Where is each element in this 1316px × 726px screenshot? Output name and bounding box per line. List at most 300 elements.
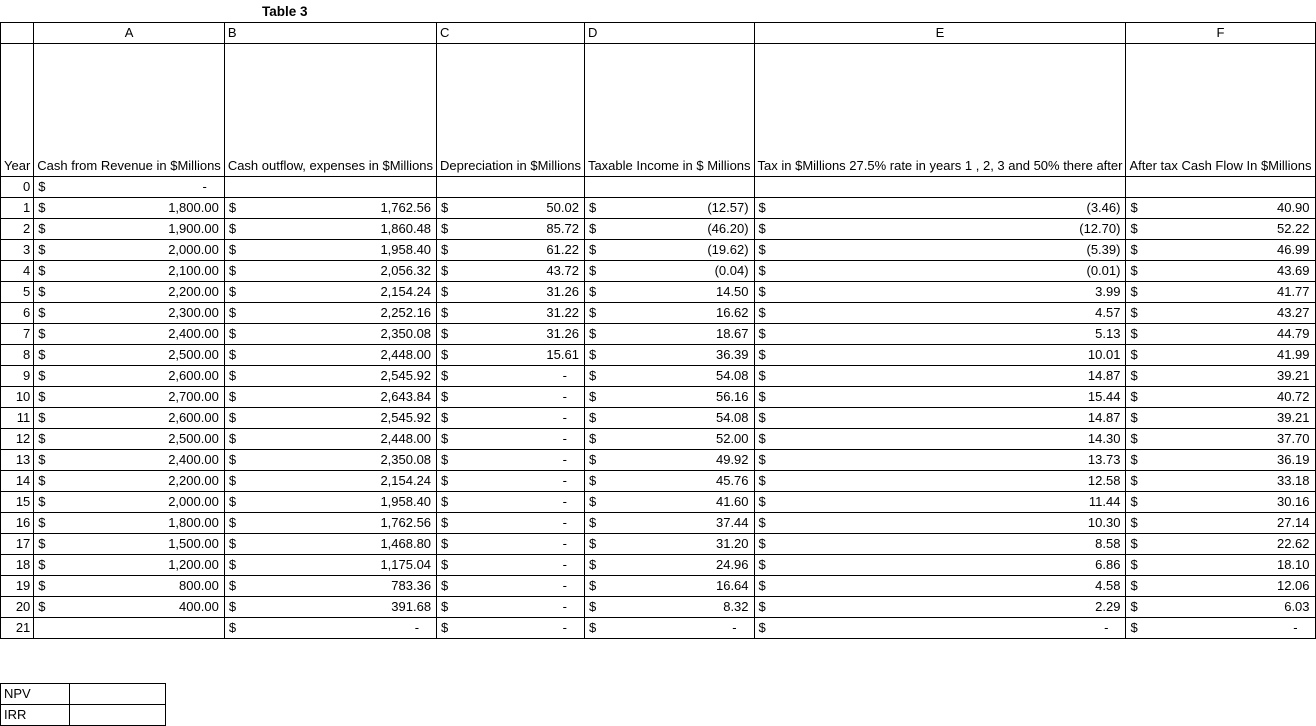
year-cell[interactable]: 13 [1, 450, 34, 471]
year-cell[interactable]: 0 [1, 177, 34, 198]
cash-flow-table [0, 22, 1316, 639]
depreciation-cell[interactable] [437, 261, 585, 282]
amount: - [562, 452, 567, 467]
revenue-cell[interactable] [34, 303, 225, 324]
amount: 52.00 [715, 431, 749, 446]
currency-symbol: $ [228, 599, 237, 614]
currency-symbol: $ [441, 284, 449, 299]
taxable-cell[interactable] [584, 177, 754, 198]
depreciation-cell[interactable] [437, 324, 585, 345]
year-cell[interactable]: 2 [1, 219, 34, 240]
currency-symbol: $ [1130, 347, 1138, 362]
taxable-cell[interactable] [584, 408, 754, 429]
expenses-cell[interactable] [224, 324, 436, 345]
after-tax-cell[interactable] [1126, 408, 1315, 429]
currency-symbol: $ [588, 389, 597, 404]
after-tax-cell[interactable] [1126, 345, 1315, 366]
amount: 2,643.84 [380, 389, 432, 404]
currency-symbol: $ [441, 494, 449, 509]
year-cell[interactable]: 8 [1, 345, 34, 366]
currency-symbol: $ [758, 410, 766, 425]
taxable-cell[interactable] [584, 450, 754, 471]
expenses-cell[interactable] [224, 450, 436, 471]
depreciation-cell[interactable] [437, 408, 585, 429]
currency-symbol: $ [441, 221, 449, 236]
table-row [1, 597, 1316, 618]
after-tax-cell[interactable] [1126, 219, 1315, 240]
year-cell[interactable]: 20 [1, 597, 34, 618]
tax-cell[interactable] [754, 597, 1126, 618]
tax-cell[interactable] [754, 303, 1126, 324]
year-cell[interactable]: 16 [1, 513, 34, 534]
currency-symbol: $ [588, 305, 597, 320]
currency-symbol: $ [758, 557, 766, 572]
header-row [1, 44, 1316, 177]
currency-symbol: $ [758, 536, 766, 551]
currency-symbol: $ [38, 179, 46, 194]
taxable-cell[interactable] [584, 345, 754, 366]
expenses-cell[interactable] [224, 198, 436, 219]
amount: 24.96 [715, 557, 749, 572]
taxable-cell[interactable] [584, 261, 754, 282]
amount: (46.20) [707, 221, 749, 236]
currency-symbol: $ [228, 620, 237, 635]
revenue-cell[interactable] [34, 471, 225, 492]
taxable-cell[interactable] [584, 597, 754, 618]
taxable-cell[interactable] [584, 618, 754, 639]
currency-symbol: $ [441, 389, 449, 404]
expenses-cell[interactable] [224, 471, 436, 492]
currency-symbol: $ [588, 347, 597, 362]
amount: 10.30 [1087, 515, 1121, 530]
taxable-cell[interactable] [584, 324, 754, 345]
after-tax-cell[interactable] [1126, 282, 1315, 303]
after-tax-cell[interactable] [1126, 450, 1315, 471]
currency-symbol: $ [588, 557, 597, 572]
expenses-cell[interactable] [224, 303, 436, 324]
amount: 22.62 [1276, 536, 1310, 551]
depreciation-cell[interactable] [437, 345, 585, 366]
year-cell[interactable]: 3 [1, 240, 34, 261]
depreciation-cell[interactable] [437, 534, 585, 555]
amount: 391.68 [391, 599, 432, 614]
tax-cell[interactable] [754, 555, 1126, 576]
tax-cell[interactable] [754, 345, 1126, 366]
revenue-cell[interactable] [34, 555, 225, 576]
amount: 15.44 [1087, 389, 1121, 404]
amount: - [562, 368, 567, 383]
amount: 37.44 [715, 515, 749, 530]
expenses-cell[interactable] [224, 219, 436, 240]
currency-symbol: $ [228, 221, 237, 236]
year-cell[interactable]: 9 [1, 366, 34, 387]
tax-cell[interactable] [754, 492, 1126, 513]
currency-symbol: $ [758, 620, 766, 635]
expenses-cell[interactable] [224, 408, 436, 429]
currency-symbol: $ [1130, 578, 1138, 593]
depreciation-cell[interactable] [437, 492, 585, 513]
header-taxable-income: Taxable Income in $ Millions [584, 44, 754, 177]
amount: 43.69 [1276, 263, 1310, 278]
currency-symbol: $ [441, 347, 449, 362]
amount: 39.21 [1276, 410, 1310, 425]
irr-value[interactable] [70, 705, 166, 726]
depreciation-cell[interactable] [437, 513, 585, 534]
after-tax-cell[interactable] [1126, 261, 1315, 282]
amount: 2,350.08 [380, 452, 432, 467]
expenses-cell[interactable] [224, 366, 436, 387]
currency-symbol: $ [588, 452, 597, 467]
amount: 61.22 [546, 242, 579, 257]
currency-symbol: $ [441, 620, 449, 635]
after-tax-cell[interactable] [1126, 492, 1315, 513]
year-cell[interactable]: 4 [1, 261, 34, 282]
year-cell[interactable]: 5 [1, 282, 34, 303]
currency-symbol: $ [38, 242, 46, 257]
currency-symbol: $ [228, 494, 237, 509]
amount: 56.16 [715, 389, 749, 404]
tax-cell[interactable] [754, 534, 1126, 555]
amount: 54.08 [715, 410, 749, 425]
revenue-cell[interactable] [34, 387, 225, 408]
expenses-cell[interactable] [224, 282, 436, 303]
after-tax-cell[interactable] [1126, 576, 1315, 597]
revenue-cell[interactable] [34, 429, 225, 450]
currency-symbol: $ [38, 452, 46, 467]
taxable-cell[interactable] [584, 513, 754, 534]
amount: 14.87 [1087, 410, 1121, 425]
currency-symbol: $ [228, 452, 237, 467]
currency-symbol: $ [441, 599, 449, 614]
revenue-cell[interactable] [34, 408, 225, 429]
taxable-cell[interactable] [584, 366, 754, 387]
currency-symbol: $ [588, 578, 597, 593]
currency-symbol: $ [441, 242, 449, 257]
header-depreciation: Depreciation in $Millions [437, 44, 585, 177]
amount: - [732, 620, 737, 635]
year-cell[interactable]: 11 [1, 408, 34, 429]
currency-symbol: $ [38, 557, 46, 572]
amount: 15.61 [546, 347, 579, 362]
after-tax-cell[interactable] [1126, 366, 1315, 387]
amount: 1,958.40 [380, 494, 432, 509]
tax-cell[interactable] [754, 261, 1126, 282]
depreciation-cell[interactable] [437, 387, 585, 408]
revenue-cell[interactable] [34, 219, 225, 240]
currency-symbol: $ [758, 599, 766, 614]
amount: 37.70 [1276, 431, 1310, 446]
expenses-cell[interactable] [224, 429, 436, 450]
tax-cell[interactable] [754, 240, 1126, 261]
year-cell[interactable]: 12 [1, 429, 34, 450]
tax-cell[interactable] [754, 324, 1126, 345]
tax-cell[interactable] [754, 513, 1126, 534]
expenses-cell[interactable] [224, 177, 436, 198]
column-letter-a: A [34, 23, 225, 44]
revenue-cell[interactable] [34, 261, 225, 282]
tax-cell[interactable] [754, 450, 1126, 471]
after-tax-cell[interactable] [1126, 471, 1315, 492]
header-year: Year [1, 44, 34, 177]
amount: 2,300.00 [168, 305, 219, 320]
table-row [1, 429, 1316, 450]
taxable-cell[interactable] [584, 534, 754, 555]
currency-symbol: $ [758, 263, 766, 278]
depreciation-cell[interactable] [437, 597, 585, 618]
expenses-cell[interactable] [224, 261, 436, 282]
depreciation-cell[interactable] [437, 429, 585, 450]
amount: 16.64 [715, 578, 749, 593]
taxable-cell[interactable] [584, 219, 754, 240]
table-row [1, 240, 1316, 261]
after-tax-cell[interactable] [1126, 534, 1315, 555]
currency-symbol: $ [1130, 494, 1138, 509]
currency-symbol: $ [228, 263, 237, 278]
after-tax-cell[interactable] [1126, 429, 1315, 450]
expenses-cell[interactable] [224, 618, 436, 639]
amount: 40.72 [1276, 389, 1310, 404]
currency-symbol: $ [228, 389, 237, 404]
amount: 14.87 [1087, 368, 1121, 383]
year-cell[interactable]: 10 [1, 387, 34, 408]
year-cell[interactable]: 15 [1, 492, 34, 513]
depreciation-cell[interactable] [437, 450, 585, 471]
tax-cell[interactable] [754, 576, 1126, 597]
currency-symbol: $ [38, 410, 46, 425]
currency-symbol: $ [1130, 599, 1138, 614]
taxable-cell[interactable] [584, 471, 754, 492]
after-tax-cell[interactable] [1126, 555, 1315, 576]
year-cell[interactable]: 17 [1, 534, 34, 555]
currency-symbol: $ [1130, 452, 1138, 467]
currency-symbol: $ [38, 515, 46, 530]
currency-symbol: $ [758, 494, 766, 509]
currency-symbol: $ [228, 326, 237, 341]
amount: 52.22 [1276, 221, 1310, 236]
amount: - [202, 179, 207, 194]
column-letter-d: D [584, 23, 754, 44]
currency-symbol: $ [38, 347, 46, 362]
table-row [1, 492, 1316, 513]
amount: - [562, 515, 567, 530]
expenses-cell[interactable] [224, 597, 436, 618]
amount: 800.00 [179, 578, 219, 593]
tax-cell[interactable] [754, 366, 1126, 387]
amount: 31.26 [546, 326, 579, 341]
currency-symbol: $ [588, 473, 597, 488]
amount: - [562, 494, 567, 509]
after-tax-cell[interactable] [1126, 177, 1315, 198]
amount: - [562, 410, 567, 425]
table-row [1, 282, 1316, 303]
revenue-cell[interactable] [34, 324, 225, 345]
year-cell[interactable]: 6 [1, 303, 34, 324]
after-tax-cell[interactable] [1126, 387, 1315, 408]
currency-symbol: $ [38, 326, 46, 341]
table-row [1, 324, 1316, 345]
amount: 27.14 [1276, 515, 1310, 530]
amount: (12.57) [707, 200, 749, 215]
currency-symbol: $ [1130, 536, 1138, 551]
year-cell[interactable]: 21 [1, 618, 34, 639]
revenue-cell[interactable] [34, 534, 225, 555]
currency-symbol: $ [441, 557, 449, 572]
header-tax: Tax in $Millions 27.5% rate in years 1 , 2, 3 and 50% there after [754, 44, 1126, 177]
depreciation-cell[interactable] [437, 366, 585, 387]
currency-symbol: $ [228, 557, 237, 572]
taxable-cell[interactable] [584, 492, 754, 513]
currency-symbol: $ [758, 389, 766, 404]
revenue-cell[interactable] [34, 282, 225, 303]
npv-label: NPV [1, 684, 70, 705]
after-tax-cell[interactable] [1126, 198, 1315, 219]
amount: 1,800.00 [168, 515, 219, 530]
revenue-cell[interactable] [34, 240, 225, 261]
currency-symbol: $ [38, 536, 46, 551]
taxable-cell[interactable] [584, 303, 754, 324]
tax-cell[interactable] [754, 618, 1126, 639]
header-after-tax-cash-flow: After tax Cash Flow In $Millions [1126, 44, 1315, 177]
amount: 39.21 [1276, 368, 1310, 383]
expenses-cell[interactable] [224, 555, 436, 576]
currency-symbol: $ [758, 326, 766, 341]
amount: 45.76 [715, 473, 749, 488]
taxable-cell[interactable] [584, 429, 754, 450]
revenue-cell[interactable] [34, 177, 225, 198]
table-row [1, 555, 1316, 576]
depreciation-cell[interactable] [437, 282, 585, 303]
currency-symbol: $ [228, 473, 237, 488]
revenue-cell[interactable] [34, 366, 225, 387]
currency-symbol: $ [441, 305, 449, 320]
depreciation-cell[interactable] [437, 303, 585, 324]
depreciation-cell[interactable] [437, 576, 585, 597]
after-tax-cell[interactable] [1126, 324, 1315, 345]
depreciation-cell[interactable] [437, 219, 585, 240]
table-row [1, 177, 1316, 198]
tax-cell[interactable] [754, 408, 1126, 429]
year-cell[interactable]: 7 [1, 324, 34, 345]
currency-symbol: $ [588, 242, 597, 257]
tax-cell[interactable] [754, 219, 1126, 240]
after-tax-cell[interactable] [1126, 240, 1315, 261]
expenses-cell[interactable] [224, 240, 436, 261]
expenses-cell[interactable] [224, 534, 436, 555]
amount: 41.99 [1276, 347, 1310, 362]
table-row [1, 471, 1316, 492]
currency-symbol: $ [441, 578, 449, 593]
currency-symbol: $ [441, 368, 449, 383]
amount: 11.44 [1088, 494, 1121, 509]
after-tax-cell[interactable] [1126, 618, 1315, 639]
after-tax-cell[interactable] [1126, 513, 1315, 534]
npv-value[interactable] [70, 684, 166, 705]
revenue-cell[interactable] [34, 345, 225, 366]
table-row [1, 387, 1316, 408]
taxable-cell[interactable] [584, 198, 754, 219]
revenue-cell[interactable] [34, 492, 225, 513]
amount: - [562, 473, 567, 488]
depreciation-cell[interactable] [437, 177, 585, 198]
taxable-cell[interactable] [584, 387, 754, 408]
amount: (3.46) [1086, 200, 1121, 215]
amount: (5.39) [1086, 242, 1121, 257]
table-row [1, 513, 1316, 534]
currency-symbol: $ [588, 515, 597, 530]
amount: 2,448.00 [380, 431, 432, 446]
currency-symbol: $ [441, 263, 449, 278]
depreciation-cell[interactable] [437, 240, 585, 261]
amount: 1,900.00 [168, 221, 219, 236]
depreciation-cell[interactable] [437, 618, 585, 639]
revenue-cell[interactable] [34, 513, 225, 534]
currency-symbol: $ [228, 431, 237, 446]
year-cell[interactable]: 14 [1, 471, 34, 492]
revenue-cell[interactable] [34, 597, 225, 618]
revenue-cell[interactable] [34, 198, 225, 219]
currency-symbol: $ [228, 578, 237, 593]
revenue-cell[interactable] [34, 450, 225, 471]
taxable-cell[interactable] [584, 576, 754, 597]
taxable-cell[interactable] [584, 240, 754, 261]
expenses-cell[interactable] [224, 576, 436, 597]
currency-symbol: $ [38, 284, 46, 299]
expenses-cell[interactable] [224, 345, 436, 366]
tax-cell[interactable] [754, 387, 1126, 408]
currency-symbol: $ [228, 368, 237, 383]
taxable-cell[interactable] [584, 555, 754, 576]
amount: 400.00 [179, 599, 219, 614]
currency-symbol: $ [38, 599, 46, 614]
currency-symbol: $ [758, 347, 766, 362]
amount: 4.57 [1095, 305, 1121, 320]
year-cell[interactable]: 19 [1, 576, 34, 597]
tax-cell[interactable] [754, 282, 1126, 303]
year-cell[interactable]: 1 [1, 198, 34, 219]
amount: - [1104, 620, 1109, 635]
amount: 46.99 [1276, 242, 1310, 257]
year-cell[interactable]: 18 [1, 555, 34, 576]
currency-symbol: $ [588, 263, 597, 278]
tax-cell[interactable] [754, 177, 1126, 198]
currency-symbol: $ [588, 536, 597, 551]
depreciation-cell[interactable] [437, 555, 585, 576]
expenses-cell[interactable] [224, 492, 436, 513]
tax-cell[interactable] [754, 429, 1126, 450]
amount: 43.72 [546, 263, 579, 278]
expenses-cell[interactable] [224, 387, 436, 408]
amount: 43.27 [1276, 305, 1310, 320]
amount: - [562, 557, 567, 572]
expenses-cell[interactable] [224, 513, 436, 534]
currency-symbol: $ [38, 263, 46, 278]
currency-symbol: $ [588, 599, 597, 614]
after-tax-cell[interactable] [1126, 303, 1315, 324]
amount: 1,800.00 [168, 200, 219, 215]
tax-cell[interactable] [754, 471, 1126, 492]
revenue-cell[interactable] [34, 576, 225, 597]
tax-cell[interactable] [754, 198, 1126, 219]
taxable-cell[interactable] [584, 282, 754, 303]
amount: - [562, 536, 567, 551]
revenue-cell[interactable] [34, 618, 225, 639]
amount: - [562, 578, 567, 593]
amount: 2,350.08 [380, 326, 432, 341]
depreciation-cell[interactable] [437, 471, 585, 492]
after-tax-cell[interactable] [1126, 597, 1315, 618]
depreciation-cell[interactable] [437, 198, 585, 219]
amount: 2,600.00 [168, 368, 219, 383]
